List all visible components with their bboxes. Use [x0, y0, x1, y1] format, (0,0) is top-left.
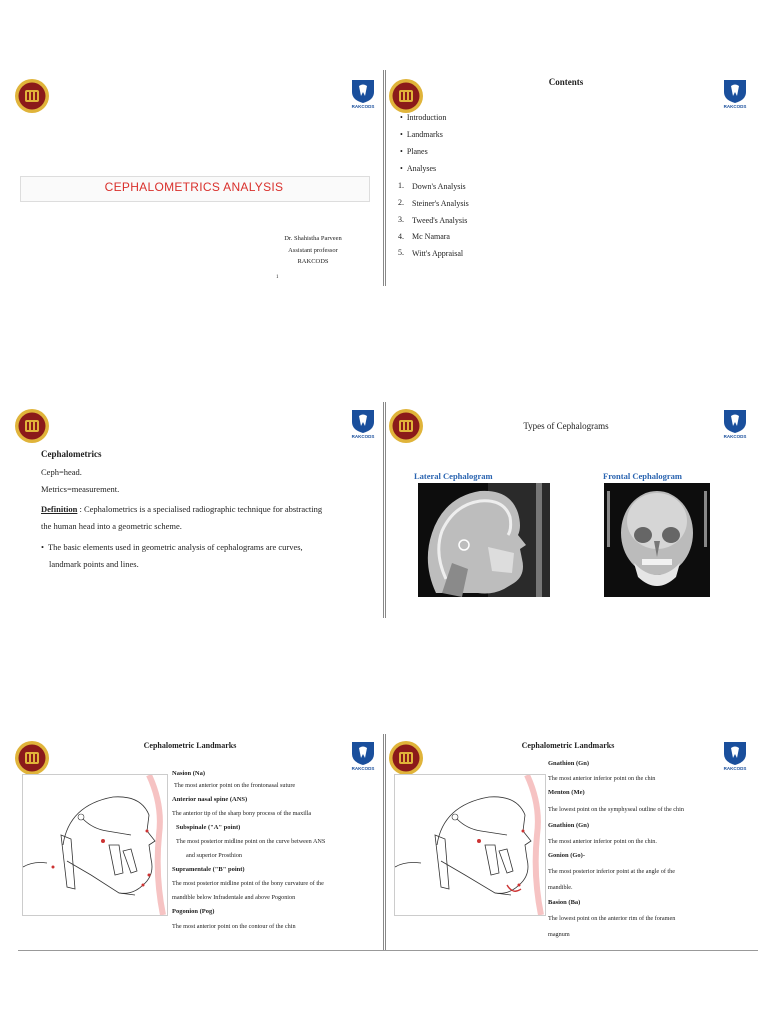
contents-item: Down's Analysis: [412, 182, 466, 191]
college-logo-icon: [14, 740, 50, 776]
rakcods-shield-icon: [350, 740, 376, 776]
rakcods-shield-icon: [722, 740, 748, 776]
contents-number: 4.: [398, 232, 404, 241]
landmark-desc: The lowest point on the anterior rim of the foramen: [548, 915, 676, 922]
landmark-term: Pogonion (Pog): [172, 908, 215, 915]
contents-number: 1.: [398, 181, 404, 190]
landmark-desc: The most posterior inferior point at the angle of the: [548, 868, 675, 875]
slide-2: [386, 70, 758, 286]
ceph-tracing-diagram: [22, 774, 168, 916]
contents-number: 2.: [398, 198, 404, 207]
lateral-cephalogram-image: [418, 483, 550, 597]
lateral-label: Lateral Cephalogram: [414, 471, 493, 481]
college-logo-icon: [388, 408, 424, 444]
rakcods-label: RAKCODS: [351, 434, 375, 439]
rakcods-label: RAKCODS: [723, 104, 747, 109]
rakcods-shield-icon: [722, 408, 748, 444]
page-number: 1: [276, 275, 279, 280]
landmarks-title: Cephalometric Landmarks: [521, 741, 615, 750]
landmark-term: Gonion (Go)-: [548, 852, 586, 859]
landmark-desc: The most anterior inferior point on the chin.: [548, 838, 657, 845]
rakcods-shield-icon: [350, 78, 376, 114]
landmark-term: Gnathion (Gn): [548, 822, 589, 829]
rakcods-label: RAKCODS: [723, 434, 747, 439]
metrics-line: Metrics=measurement.: [41, 484, 120, 494]
landmark-desc: The most anterior point on the contour of the chin: [172, 923, 296, 930]
rakcods-shield-icon: [722, 78, 748, 114]
author-institution: RAKCODS: [297, 258, 329, 265]
author-name: Dr. Shahistha Parveen: [284, 235, 342, 242]
college-logo-icon: [14, 408, 50, 444]
landmark-desc: mandible.: [548, 884, 573, 891]
contents-bullet: • Planes: [400, 147, 428, 156]
contents-number: 3.: [398, 215, 404, 224]
landmark-desc: The lowest point on the symphyseal outline of the chin: [548, 806, 684, 813]
frontal-cephalogram-image: [604, 483, 710, 597]
college-logo-icon: [388, 78, 424, 114]
rakcods-label: RAKCODS: [351, 766, 375, 771]
landmark-term: Anterior nasal spine (ANS): [172, 796, 248, 803]
landmark-desc: mandible below Infradentale and above Pogonion: [172, 894, 296, 901]
contents-item: Tweed's Analysis: [412, 216, 468, 225]
definition-text: : Cephalometrics is a specialised radiographic technique for abstracting: [77, 504, 323, 514]
rakcods-label: RAKCODS: [723, 766, 747, 771]
landmark-term: Nasion (Na): [172, 770, 206, 777]
landmark-desc: The most posterior midline point on the curve between ANS: [176, 838, 326, 845]
contents-bullet: • Introduction: [400, 113, 446, 122]
ceph-tracing-diagram: [394, 774, 546, 916]
rakcods-label: RAKCODS: [351, 104, 375, 109]
contents-bullet: • Landmarks: [400, 130, 443, 139]
basic-elements-cont: landmark points and lines.: [49, 559, 139, 569]
landmark-desc: The most posterior midline point of the bony curvature of the: [172, 880, 324, 887]
author-role: Assistant professor: [288, 247, 338, 254]
slide-6-left-border: [385, 734, 386, 950]
college-logo-icon: [14, 78, 50, 114]
landmark-desc: The most anterior inferior point on the chin: [548, 775, 656, 782]
bottom-divider: [18, 950, 758, 951]
basic-elements-bullet: • The basic elements used in geometric analysis of cephalograms are curves,: [41, 542, 303, 552]
contents-title: Contents: [548, 77, 584, 87]
contents-item: Steiner's Analysis: [412, 199, 469, 208]
slide-5: [0, 734, 384, 950]
section-heading: Cephalometrics: [41, 449, 102, 459]
slide-3: [0, 402, 384, 618]
landmark-desc: and superior Prosthion: [186, 852, 243, 859]
landmark-desc: The most anterior point on the frontonasal suture: [174, 782, 296, 789]
ceph-line: Ceph=head.: [41, 467, 82, 477]
landmark-desc: The anterior tip of the sharp bony process of the maxilla: [172, 810, 312, 817]
contents-number: 5.: [398, 248, 404, 257]
landmark-term: Gnathion (Gn): [548, 760, 589, 767]
landmark-term: Basion (Ba): [548, 899, 581, 906]
rakcods-shield-icon: [350, 408, 376, 444]
slide-1: [0, 70, 384, 286]
college-logo-icon: [388, 740, 424, 776]
contents-item: Witt's Appraisal: [412, 249, 464, 258]
slide-6: [386, 734, 758, 950]
landmark-term: Subspinale ("A" point): [176, 824, 241, 831]
landmark-term: Supramentale ("B" point): [172, 866, 245, 873]
definition-text-cont: the human head into a geometric scheme.: [41, 521, 182, 531]
landmarks-title: Cephalometric Landmarks: [143, 741, 237, 750]
slide-4: [386, 402, 758, 618]
slide-2-left-border: [385, 70, 386, 286]
contents-bullet: • Analyses: [400, 164, 436, 173]
cephalogram-types-title: Types of Cephalograms: [523, 421, 609, 431]
landmark-term: Menton (Me): [548, 789, 585, 796]
landmark-desc: magnum: [548, 931, 570, 938]
frontal-label: Frontal Cephalogram: [603, 471, 682, 481]
slide-title: CEPHALOMETRICS ANALYSIS: [104, 180, 284, 194]
slide-4-left-border: [385, 402, 386, 618]
definition-label: Definition: [41, 504, 78, 514]
definition-line: [41, 504, 322, 514]
contents-item: Mc Namara: [412, 232, 450, 241]
